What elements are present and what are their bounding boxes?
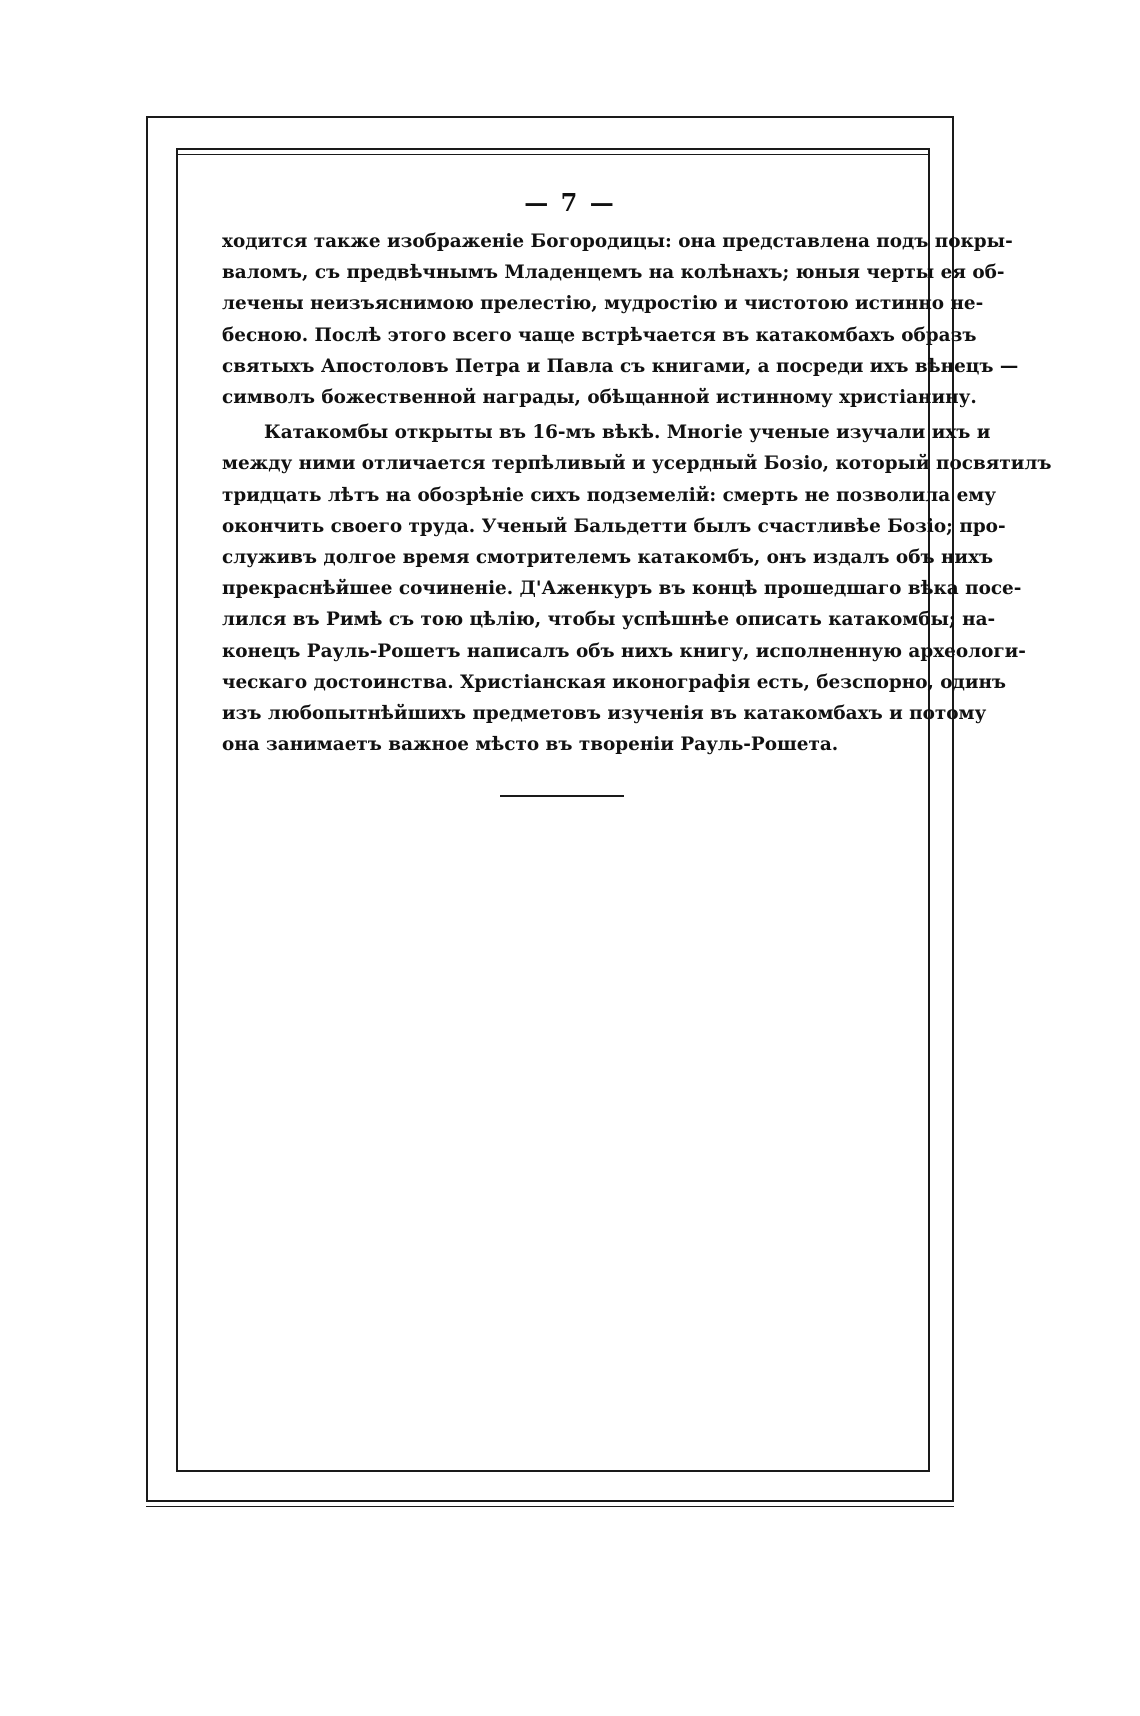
text-line: Катакомбы открыты въ 16-мъ вѣкѣ. Многіе ученые изучали ихъ и xyxy=(264,422,991,444)
text-line: валомъ, съ предвѣчнымъ Младенцемъ на колѣнахъ; юныя черты ея об- xyxy=(222,262,1005,284)
text-line: бесною. Послѣ этого всего чаще встрѣчается въ катакомбахъ образъ xyxy=(222,324,977,346)
page-number: — 7 — xyxy=(524,188,616,217)
inner-frame-top-rule xyxy=(176,154,930,155)
text-line: лился въ Римѣ съ тою цѣлію, чтобы успѣшнѣе описать катакомбы; на- xyxy=(222,609,996,631)
text-line: прекраснѣйшее сочиненіе. Д'Аженкуръ въ концѣ прошедшаго вѣка посе- xyxy=(222,578,1022,600)
body-text xyxy=(222,226,1052,760)
text-line: она занимаетъ важное мѣсто въ твореніи Рауль-Рошета. xyxy=(222,734,839,756)
text-line: лечены неизъяснимою прелестію, мудростію и чистотою истинно не- xyxy=(222,293,984,315)
text-line: ходится также изображеніе Богородицы: она представлена подъ покры- xyxy=(222,231,1013,252)
paragraph-2 xyxy=(222,417,1052,760)
text-line: конецъ Рауль-Рошетъ написалъ объ нихъ книгу, исполненную археологи- xyxy=(222,640,1026,662)
text-line: тридцать лѣтъ на обозрѣніе сихъ подземелій: смерть не позволила ему xyxy=(222,484,997,506)
text-line: ческаго достоинства. Христіанская иконографія есть, безспорно, одинъ xyxy=(222,671,1007,693)
text-line: святыхъ Апостоловъ Петра и Павла съ книгами, а посреди ихъ вѣнецъ — xyxy=(222,355,1019,377)
text-line: изъ любопытнѣйшихъ предметовъ изученія въ катакомбахъ и потому xyxy=(222,703,987,725)
text-line: окончить своего труда. Ученый Бальдетти былъ счастливѣе Бозіо; про- xyxy=(222,515,1006,537)
paragraph-1 xyxy=(222,226,1019,413)
text-line: символъ божественной награды, обѣщанной истинному христіанину. xyxy=(222,387,977,409)
outer-frame-bottom-rule xyxy=(146,1506,954,1507)
text-line: служивъ долгое время смотрителемъ катакомбъ, онъ издалъ объ нихъ xyxy=(222,547,994,569)
end-of-text-rule xyxy=(500,795,624,797)
text-line: между ними отличается терпѣливый и усердный Бозіо, который посвятилъ xyxy=(222,453,1052,475)
